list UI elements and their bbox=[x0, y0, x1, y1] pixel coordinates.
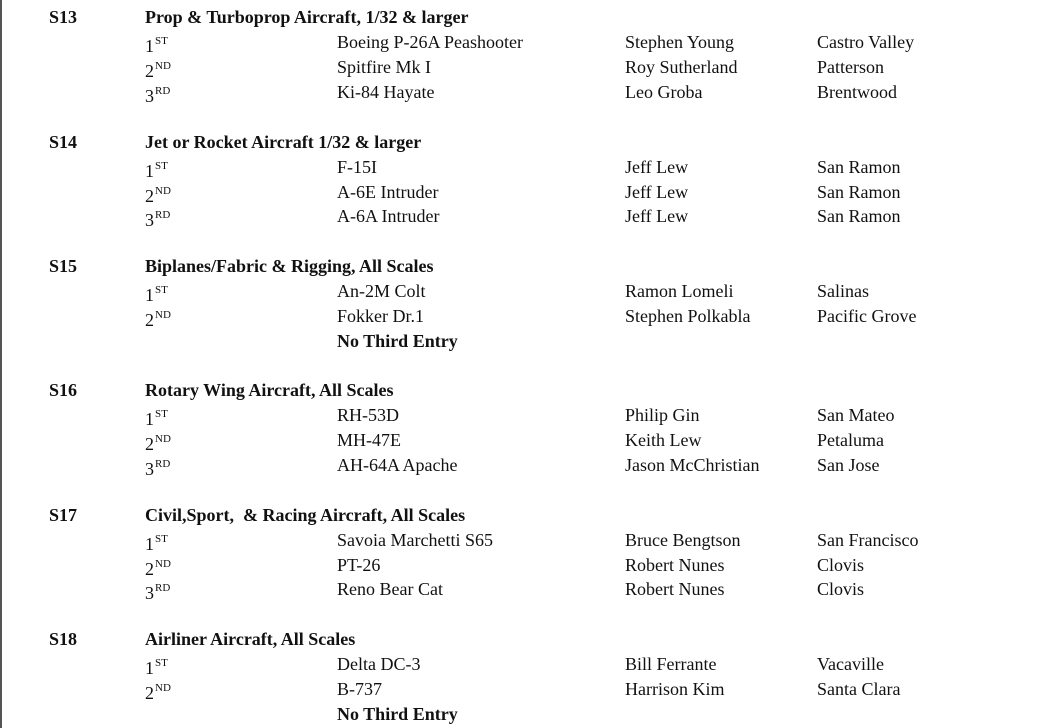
entrant-name: Jeff Lew bbox=[625, 182, 689, 202]
place-label: 2ND bbox=[145, 185, 171, 206]
entrant-city: San Francisco bbox=[817, 530, 919, 550]
place-label: 2ND bbox=[145, 60, 171, 81]
entrant-name: Stephen Polkabla bbox=[625, 306, 751, 326]
entrant-city: Pacific Grove bbox=[817, 306, 917, 326]
entrant-name: Jason McChristian bbox=[625, 455, 760, 475]
category-code: S17 bbox=[49, 505, 78, 525]
model-name: PT-26 bbox=[337, 555, 381, 575]
entrant-name: Robert Nunes bbox=[625, 579, 725, 599]
entrant-name: Ramon Lomeli bbox=[625, 281, 734, 301]
model-name: Spitfire Mk I bbox=[337, 57, 431, 77]
entrant-city: San Ramon bbox=[817, 206, 901, 226]
category-title: Biplanes/Fabric & Rigging, All Scales bbox=[145, 256, 434, 276]
place-label: 1ST bbox=[145, 533, 168, 554]
entrant-city: Santa Clara bbox=[817, 679, 901, 699]
place-label: 1ST bbox=[145, 284, 168, 305]
place-label: 3RD bbox=[145, 458, 171, 479]
entrant-city: San Ramon bbox=[817, 182, 901, 202]
model-name: Boeing P-26A Peashooter bbox=[337, 32, 523, 52]
category-title: Rotary Wing Aircraft, All Scales bbox=[145, 380, 394, 400]
model-name: A-6A Intruder bbox=[337, 206, 440, 226]
model-name: Reno Bear Cat bbox=[337, 579, 443, 599]
place-label: 3RD bbox=[145, 209, 171, 230]
place-label: 1ST bbox=[145, 408, 168, 429]
category-code: S18 bbox=[49, 629, 78, 649]
entrant-city: San Jose bbox=[817, 455, 880, 475]
model-name: Savoia Marchetti S65 bbox=[337, 530, 493, 550]
entrant-name: Jeff Lew bbox=[625, 157, 689, 177]
model-name: AH-64A Apache bbox=[337, 455, 458, 475]
place-label: 2ND bbox=[145, 309, 171, 330]
model-name: MH-47E bbox=[337, 430, 401, 450]
category-title: Civil,Sport, & Racing Aircraft, All Scales bbox=[145, 505, 466, 525]
entrant-name: Bruce Bengtson bbox=[625, 530, 741, 550]
category-title: Airliner Aircraft, All Scales bbox=[145, 629, 356, 649]
place-label: 3RD bbox=[145, 85, 171, 106]
place-label: 1ST bbox=[145, 160, 168, 181]
place-label: 3RD bbox=[145, 582, 171, 603]
model-name: An-2M Colt bbox=[337, 281, 426, 301]
entrant-city: Clovis bbox=[817, 579, 865, 599]
place-label: 1ST bbox=[145, 657, 168, 678]
entrant-name: Jeff Lew bbox=[625, 206, 689, 226]
no-third-entry-note: No Third Entry bbox=[337, 704, 458, 724]
entrant-city: Clovis bbox=[817, 555, 865, 575]
model-name: B-737 bbox=[337, 679, 382, 699]
entrant-city: San Ramon bbox=[817, 157, 901, 177]
entrant-city: Brentwood bbox=[817, 82, 897, 102]
model-name: F-15I bbox=[337, 157, 377, 177]
place-label: 2ND bbox=[145, 433, 171, 454]
entrant-city: Patterson bbox=[817, 57, 884, 77]
category-title: Jet or Rocket Aircraft 1/32 & larger bbox=[145, 132, 422, 152]
place-label: 1ST bbox=[145, 35, 168, 56]
entrant-city: Petaluma bbox=[817, 430, 884, 450]
category-code: S16 bbox=[49, 380, 78, 400]
entrant-name: Bill Ferrante bbox=[625, 654, 717, 674]
place-label: 2ND bbox=[145, 558, 171, 579]
category-code: S15 bbox=[49, 256, 78, 276]
entrant-name: Robert Nunes bbox=[625, 555, 725, 575]
entrant-city: San Mateo bbox=[817, 405, 895, 425]
entrant-name: Roy Sutherland bbox=[625, 57, 738, 77]
model-name: Delta DC-3 bbox=[337, 654, 421, 674]
place-label: 2ND bbox=[145, 682, 171, 703]
model-name: RH-53D bbox=[337, 405, 399, 425]
model-name: Ki-84 Hayate bbox=[337, 82, 435, 102]
model-name: Fokker Dr.1 bbox=[337, 306, 424, 326]
page-left-border bbox=[0, 0, 2, 728]
entrant-name: Harrison Kim bbox=[625, 679, 725, 699]
entrant-city: Vacaville bbox=[817, 654, 884, 674]
entrant-city: Salinas bbox=[817, 281, 869, 301]
no-third-entry-note: No Third Entry bbox=[337, 331, 458, 351]
category-code: S14 bbox=[49, 132, 78, 152]
entrant-name: Philip Gin bbox=[625, 405, 700, 425]
category-title: Prop & Turboprop Aircraft, 1/32 & larger bbox=[145, 7, 469, 27]
model-name: A-6E Intruder bbox=[337, 182, 439, 202]
entrant-city: Castro Valley bbox=[817, 32, 915, 52]
entrant-name: Keith Lew bbox=[625, 430, 702, 450]
entrant-name: Leo Groba bbox=[625, 82, 703, 102]
category-code: S13 bbox=[49, 7, 78, 27]
entrant-name: Stephen Young bbox=[625, 32, 735, 52]
